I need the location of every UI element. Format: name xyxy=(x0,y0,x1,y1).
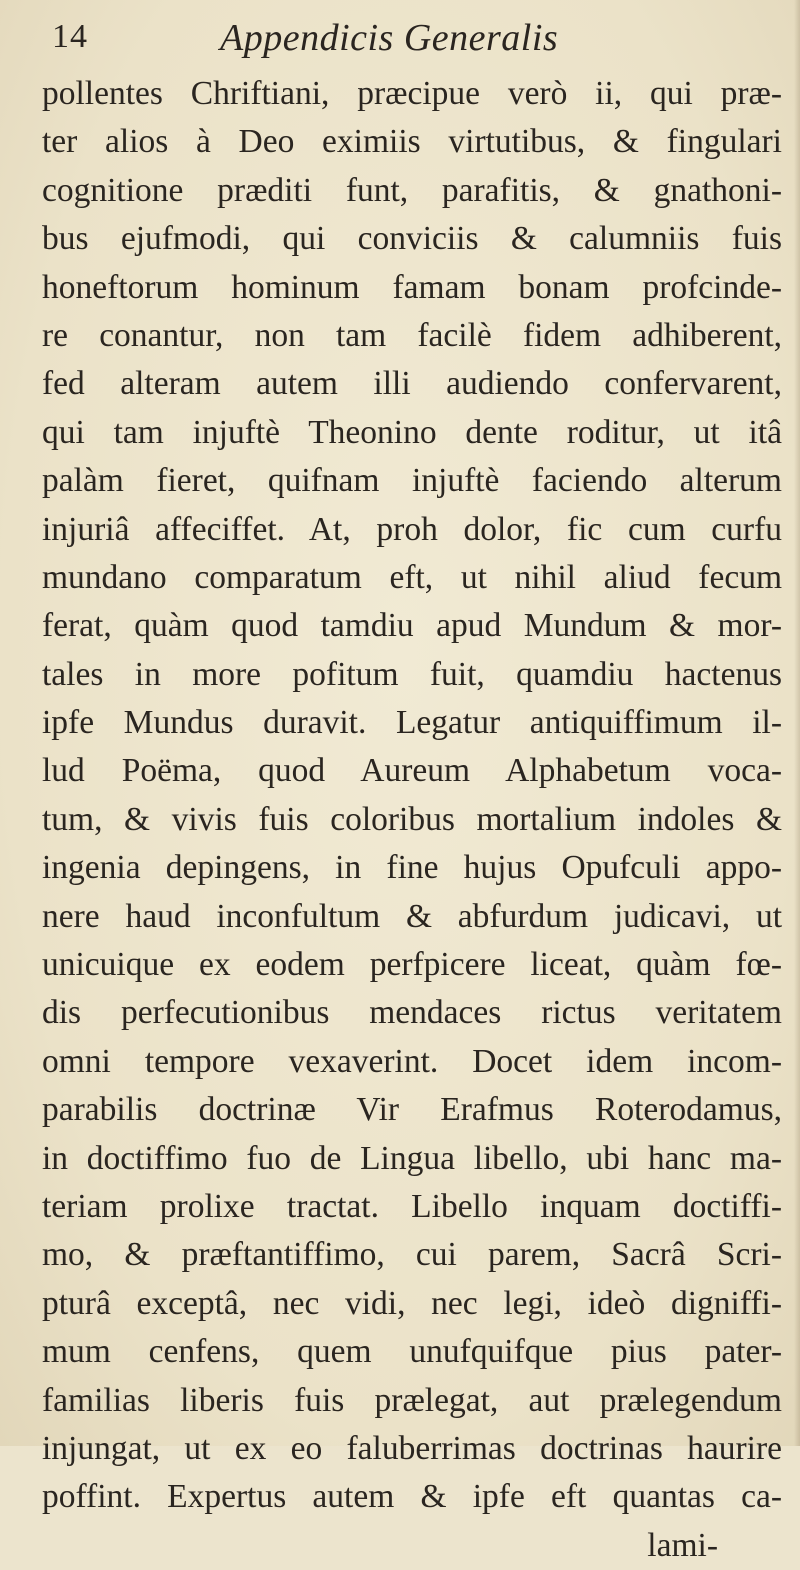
text-line: mundano comparatum eft, ut nihil aliud fecum xyxy=(42,558,782,596)
text-line: mo, & præftantiffimo, cui parem, Sacrâ Scri- xyxy=(42,1236,782,1274)
text-line: bus ejufmodi, qui conviciis & calumniis fuis xyxy=(42,220,782,258)
text-line: ipfe Mundus duravit. Legatur antiquiffimum il- xyxy=(42,704,782,742)
running-head: Appendicis Generalis xyxy=(220,17,559,59)
text-line: qui tam injuftè Theonino dente roditur, ut itâ xyxy=(42,413,782,451)
text-line: nere haud inconfultum & abfurdum judicavi, ut xyxy=(42,897,782,935)
text-line: tum, & vivis fuis coloribus mortalium indoles & xyxy=(42,800,782,838)
text-line: cognitione præditi funt, parafitis, & gnathoni- xyxy=(42,171,782,209)
page-header xyxy=(52,14,772,64)
text-line: parabilis doctrinæ Vir Erafmus Roterodamus, xyxy=(42,1091,782,1129)
text-line: mum cenfens, quem unufquifque pius pater- xyxy=(42,1333,782,1371)
text-line: palàm fieret, quifnam injuftè faciendo alterum xyxy=(42,462,782,500)
text-line: dis perfecutionibus mendaces rictus veritatem xyxy=(42,994,782,1032)
text-line: injungat, ut ex eo faluberrimas doctrinas haurire xyxy=(42,1429,782,1467)
text-line: unicuique ex eodem perfpicere liceat, quàm fœ- xyxy=(42,946,782,984)
text-line: lud Poëma, quod Aureum Alphabetum voca- xyxy=(42,752,782,790)
text-line: poffint. Expertus autem & ipfe eft quantas ca- xyxy=(42,1478,782,1516)
text-line: tales in more pofitum fuit, quamdiu hactenus xyxy=(42,655,782,693)
text-line: ter alios à Deo eximiis virtutibus, & fingulari xyxy=(42,123,782,161)
text-line: pturâ exceptâ, nec vidi, nec legi, ideò digniffi- xyxy=(42,1284,782,1322)
page-number: 14 xyxy=(52,18,88,55)
text-line: omni tempore vexaverint. Docet idem incom- xyxy=(42,1042,782,1080)
text-line: injuriâ affeciffet. At, proh dolor, fic cum curfu xyxy=(42,510,782,548)
text-line: teriam prolixe tractat. Libello inquam doctiffi- xyxy=(42,1187,782,1225)
body-text xyxy=(42,70,782,1570)
text-line: ingenia depingens, in fine hujus Opufculi appo- xyxy=(42,849,782,887)
text-line: fed alteram autem illi audiendo confervarent, xyxy=(42,365,782,403)
text-line: in doctiffimo fuo de Lingua libello, ubi hanc ma- xyxy=(42,1139,782,1177)
text-line: pollentes Chriftiani, præcipue verò ii, qui præ- xyxy=(42,75,782,112)
text-line: re conantur, non tam facilè fidem adhiberent, xyxy=(42,316,782,354)
text-line: honeftorum hominum famam bonam profcinde- xyxy=(42,268,782,306)
page-edge-shadow xyxy=(794,0,800,1446)
text-line: familias liberis fuis prælegat, aut prælegendum xyxy=(42,1381,782,1419)
text-line-catchword: lami- xyxy=(647,1526,718,1564)
text-line: ferat, quàm quod tamdiu apud Mundum & mor- xyxy=(42,607,782,645)
